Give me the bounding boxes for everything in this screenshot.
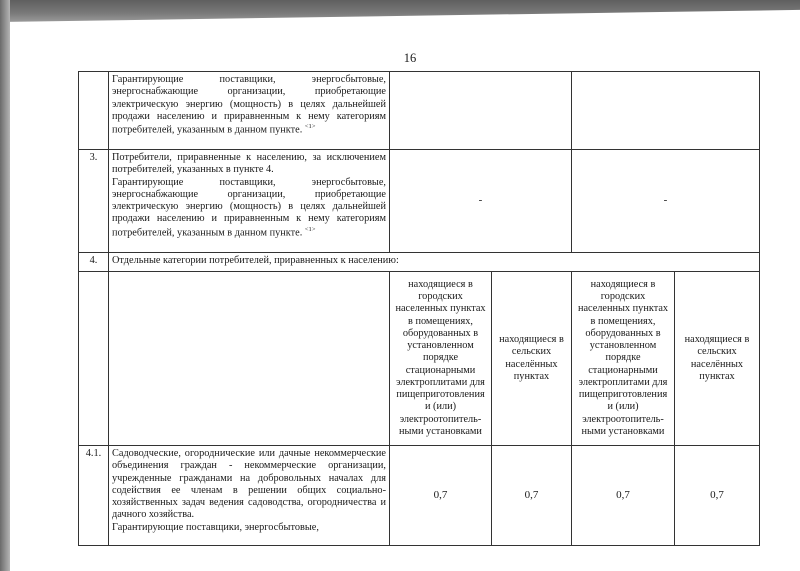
- tariff-table: [78, 71, 760, 546]
- subheader-rural-2: находящиеся в сельских населённых пунктах: [675, 272, 760, 446]
- subheader-urban-2: находящиеся в городских населенных пунктах в помещениях, оборудованных в установленном порядке стационарными электроплитами для пищеприготовления и (или) электроотопитель-ными установками: [572, 272, 675, 446]
- scan-edge-left: [0, 0, 10, 571]
- row-number: 4.1.: [79, 446, 109, 546]
- row-description: [109, 72, 390, 150]
- row-text-a: Потребители, приравненные к населению, за исключением потребителей, указанных в пункте 4.: [112, 152, 386, 176]
- table-row-continuation: [79, 72, 760, 150]
- row-text-a: Садоводческие, огороднические или дачные некоммерческие объединения граждан - некоммерческие организации, учрежденные гражданами на добровольных началах для содействия ее членам в решении общих социально-хозяйственных задач ведения садоводства, огородничества и дачного хозяйства.: [112, 448, 386, 521]
- row-number-empty: [79, 272, 109, 446]
- subheader-urban-1: находящиеся в городских населенных пунктах в помещениях, оборудованных в установленном порядке стационарными электроплитами для пищеприготовления и (или) электроотопитель-ными установками: [390, 272, 492, 446]
- value-cell-urban-rural-1: [390, 72, 572, 150]
- value-cell-1: -: [390, 150, 572, 253]
- subheader-rural-1: находящиеся в сельских населённых пунктах: [492, 272, 572, 446]
- row-number: 4.: [79, 253, 109, 272]
- value-cell: 0,7: [390, 446, 492, 546]
- table-row-4-1: [79, 446, 760, 546]
- row-text-b: Гарантирующие поставщики, энергосбытовые, энергоснабжающие организации, приобретающие электрическую энергию (мощность) в целях дальнейшей продажи населению и приравненным к нему категориям потребителей, указанным в данном пункте.: [112, 176, 386, 238]
- value-cell-urban-rural-2: [572, 72, 760, 150]
- row-text-b-wrap: [112, 177, 386, 240]
- row-number: [79, 72, 109, 150]
- table-subheader-row: [79, 272, 760, 446]
- table-row-4: [79, 253, 760, 272]
- value-cell: 0,7: [572, 446, 675, 546]
- footnote-ref: <1>: [304, 225, 316, 233]
- page-number: 16: [403, 51, 417, 65]
- scan-edge-top: [0, 0, 800, 22]
- row-text-b: Гарантирующие поставщики, энергосбытовые,: [112, 521, 319, 533]
- row-description: [109, 446, 390, 546]
- row-description-empty: [109, 272, 390, 446]
- value-cell-2: -: [572, 150, 760, 253]
- table-row-3: [79, 150, 760, 253]
- footnote-ref: <1>: [304, 123, 316, 130]
- value-cell: 0,7: [675, 446, 760, 546]
- row-description: Отдельные категории потребителей, приравненных к населению:: [109, 253, 760, 272]
- row-description: [109, 150, 390, 253]
- value-cell: 0,7: [492, 446, 572, 546]
- row-text: Гарантирующие поставщики, энергосбытовые, энергоснабжающие организации, приобретающие электрическую энергию (мощность) в целях дальнейшей продажи населению и приравненным к нему категориям потребителей, указанным в данном пункте.: [112, 74, 386, 136]
- row-number: 3.: [79, 150, 109, 253]
